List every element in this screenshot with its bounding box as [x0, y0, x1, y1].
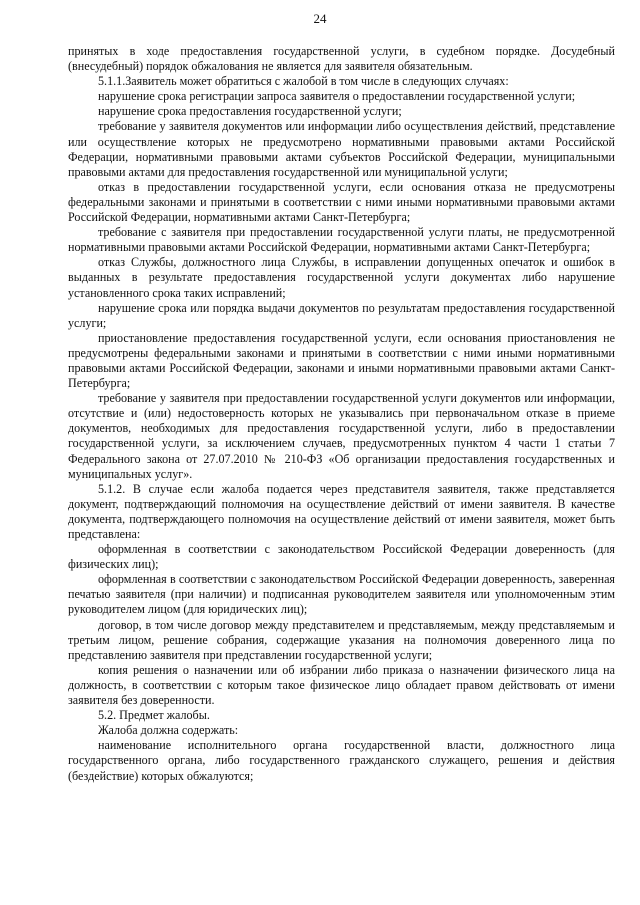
paragraph: нарушение срока предоставления государственной услуги; — [98, 104, 402, 119]
paragraph: оформленная в соответствии с законодательством Российской Федерации доверенность, заверенная печатью заявителя (при наличии) и подписанная руководителем заявителя или уполномоченным этим руководителем лицом (для юридических лиц); — [68, 572, 615, 617]
paragraph: требование у заявителя при предоставлении государственной услуги документов или информации, отсутствие и (или) недостоверность которых не указывались при первоначальном отказе в приеме документов, необходимых для предоставления государственной услуги, либо в предоставлении государственной услуги, за исключением случаев, предусмотренных пунктом 4 части 1 статьи 7 Федерального закона от 27.07.2010 № 210-ФЗ «Об организации предоставления государственных и муниципальных услуг». — [68, 391, 615, 481]
paragraph: приостановление предоставления государственной услуги, если основания приостановления не предусмотрены федеральными законами и принятыми в соответствии с ними иными нормативными правовыми актами Российской Федерации, законами и иными нормативными правовыми актами Санкт-Петербурга; — [68, 330, 615, 391]
paragraph: копия решения о назначении или об избрании либо приказа о назначении физического лица на должность, в соответствии с которым такое физическое лицо обладает правом действовать от имени заявителя без доверенности. — [68, 662, 615, 708]
paragraph: оформленная в соответствии с законодательством Российской Федерации доверенность (для физических лиц); — [68, 542, 615, 572]
paragraph: договор, в том числе договор между представителем и представляемым, между представляемым и третьим лицом, решение собрания, содержащие указания на полномочия доверенного лица по представлению заявителя при представлении государственной услуги; — [68, 617, 615, 662]
paragraph: 5.2. Предмет жалобы. — [98, 708, 210, 723]
paragraph: нарушение срока или порядка выдачи документов по результатам предоставления государственной услуги; — [68, 300, 615, 330]
paragraph: требование с заявителя при предоставлении государственной услуги платы, не предусмотренной нормативными правовыми актами Российской Федерации, нормативными актами Санкт-Петербурга; — [68, 225, 615, 255]
paragraph: 5.1.2. В случае если жалоба подается через представителя заявителя, также представляется документ, подтверждающий полномочия на осуществление действий от имени заявителя. В качестве документа, подтверждающего полномочия на осуществление действий от имени заявителя, может быть представлена: — [68, 481, 615, 541]
paragraph: принятых в ходе предоставления государственной услуги, в судебном порядке. Досудебный (внесудебный) порядок обжалования не является для заявителя обязательным. — [68, 44, 615, 74]
page-number: 24 — [313, 11, 327, 26]
paragraph: отказ Службы, должностного лица Службы, в исправлении допущенных опечаток и ошибок в выданных в результате предоставления государственной услуги документах либо нарушение установленного срока таких исправлений; — [68, 255, 615, 300]
paragraph: нарушение срока регистрации запроса заявителя о предоставлении государственной услуги; — [98, 89, 576, 104]
paragraph: Жалоба должна содержать: — [98, 723, 239, 738]
document-body — [68, 44, 615, 784]
paragraph: 5.1.1.Заявитель может обратиться с жалобой в том числе в следующих случаях: — [98, 74, 509, 89]
paragraph: наименование исполнительного органа государственной власти, должностного лица государственного органа, либо государственного гражданского служащего, решения и действия (бездействие) которых обжалуются; — [68, 738, 615, 783]
paragraph: требование у заявителя документов или информации либо осуществления действий, представление или осуществление которых не предусмотрено нормативными правовыми актами Российской Федерации, нормативными правовыми актами субъектов Российской Федерации, муниципальными правовыми актами для предоставления государственной или муниципальной услуги; — [68, 119, 615, 179]
paragraph: отказ в предоставлении государственной услуги, если основания отказа не предусмотрены федеральными законами и принятыми в соответствии с ними иными нормативными правовыми актами Российской Федерации, нормативными актами Санкт-Петербурга; — [68, 179, 615, 225]
